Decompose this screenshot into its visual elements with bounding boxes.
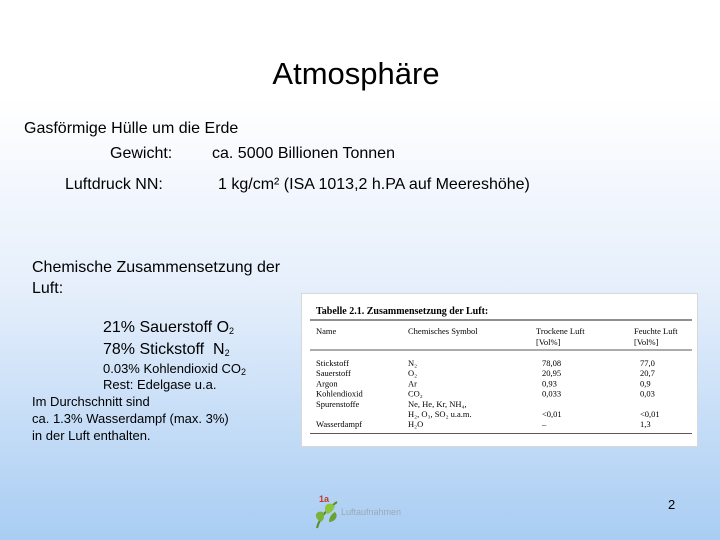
- table-row: [316, 419, 651, 429]
- nitrogen-formula: N: [213, 341, 225, 358]
- table-cell-symbol: O₂: [408, 368, 418, 379]
- table-cell-symbol: H₂, O₃, SO₂ u.a.m.: [408, 409, 472, 419]
- table-cell-symbol: H₂O: [408, 419, 424, 430]
- oxygen-formula: O: [216, 319, 230, 336]
- composition-table: [302, 294, 697, 446]
- table-cell-dry: 20,95: [542, 368, 562, 379]
- table-cell-wet: 0,9: [640, 378, 651, 389]
- table-header-dry: Trockene Luft: [536, 326, 585, 336]
- oxygen-line: [103, 319, 234, 337]
- table-row: [316, 399, 467, 409]
- table-unit-wet: [Vol%]: [634, 337, 659, 347]
- vapor-line-1: Im Durchschnitt sind: [32, 394, 150, 409]
- table-cell-symbol: CO₂: [408, 388, 423, 399]
- table-cell-symbol: Ar: [408, 378, 417, 389]
- oxygen-name: Sauerstoff: [139, 319, 213, 336]
- table-cell-symbol: N₂: [408, 358, 418, 368]
- table-cell-name: Spurenstoffe: [316, 398, 360, 409]
- page-number: 2: [668, 497, 676, 512]
- nitrogen-line: [103, 341, 230, 359]
- composition-heading-line1: Chemische Zusammensetzung der: [32, 259, 281, 276]
- table-cell-dry: 0,033: [542, 388, 562, 399]
- co2-line: [103, 361, 246, 377]
- table-row: [408, 409, 660, 419]
- vapor-line-2: ca. 1.3% Wasserdampf (max. 3%): [32, 411, 229, 426]
- table-row: [316, 378, 651, 388]
- table-cell-wet: 20,7: [640, 368, 655, 379]
- table-cell-wet: 77,0: [640, 358, 655, 368]
- table-header-symbol: Chemisches Symbol: [408, 326, 478, 336]
- table-cell-dry: 78,08: [542, 358, 562, 368]
- table-cell-wet: <0,01: [640, 409, 660, 419]
- table-cell-wet: 1,3: [640, 419, 651, 430]
- table-header-name: Name: [316, 326, 337, 336]
- rest-line: Rest: Edelgase u.a.: [103, 377, 217, 392]
- luftaufnahmen-logo: [311, 492, 421, 532]
- table-cell-symbol: Ne, He, Kr, NH₄,: [408, 398, 467, 409]
- slide-title: Atmosphäre: [272, 56, 440, 91]
- pressure-label: Luftdruck NN:: [65, 176, 163, 193]
- table-header-wet: Feuchte Luft: [634, 326, 678, 336]
- table-cell-dry: –: [542, 419, 547, 430]
- table-cell-wet: 0,03: [640, 388, 655, 399]
- table-body: [310, 358, 692, 433]
- table-unit-dry: [Vol%]: [536, 337, 561, 347]
- table-cell-dry: 0,93: [542, 378, 557, 389]
- composition-table-image: [301, 293, 698, 447]
- intro-text: Gasförmige Hülle um die Erde: [24, 120, 239, 137]
- table-caption: Tabelle 2.1. Zusammensetzung der Luft:: [316, 306, 489, 317]
- logo-badge: 1a: [319, 494, 330, 504]
- logo-text: Luftaufnahmen: [341, 507, 402, 517]
- oxygen-index: 2: [229, 326, 235, 336]
- nitrogen-percent: 78%: [103, 341, 136, 358]
- vapor-line-3: in der Luft enthalten.: [32, 428, 151, 443]
- table-cell-name: Sauerstoff: [316, 368, 351, 379]
- weight-label: Gewicht:: [110, 145, 173, 162]
- pressure-value: 1 kg/cm² (ISA 1013,2 h.PA auf Meereshöhe): [218, 176, 530, 193]
- nitrogen-name: Stickstoff: [139, 341, 205, 358]
- co2-text: 0.03% Kohlendioxid CO: [103, 361, 242, 376]
- table-row: [316, 389, 655, 399]
- table-cell-name: Wasserdampf: [316, 419, 363, 430]
- oxygen-percent: 21%: [103, 319, 136, 336]
- table-cell-dry: <0,01: [542, 409, 562, 419]
- nitrogen-index: 2: [224, 348, 230, 358]
- co2-index: 2: [241, 367, 247, 377]
- table-row: [316, 368, 655, 378]
- weight-value: ca. 5000 Billionen Tonnen: [212, 145, 395, 162]
- table-cell-name: Stickstoff: [316, 358, 349, 368]
- table-cell-name: Kohlendioxid: [316, 388, 363, 399]
- table-row: [316, 358, 655, 368]
- composition-heading-line2: Luft:: [32, 280, 64, 297]
- table-cell-name: Argon: [316, 378, 338, 389]
